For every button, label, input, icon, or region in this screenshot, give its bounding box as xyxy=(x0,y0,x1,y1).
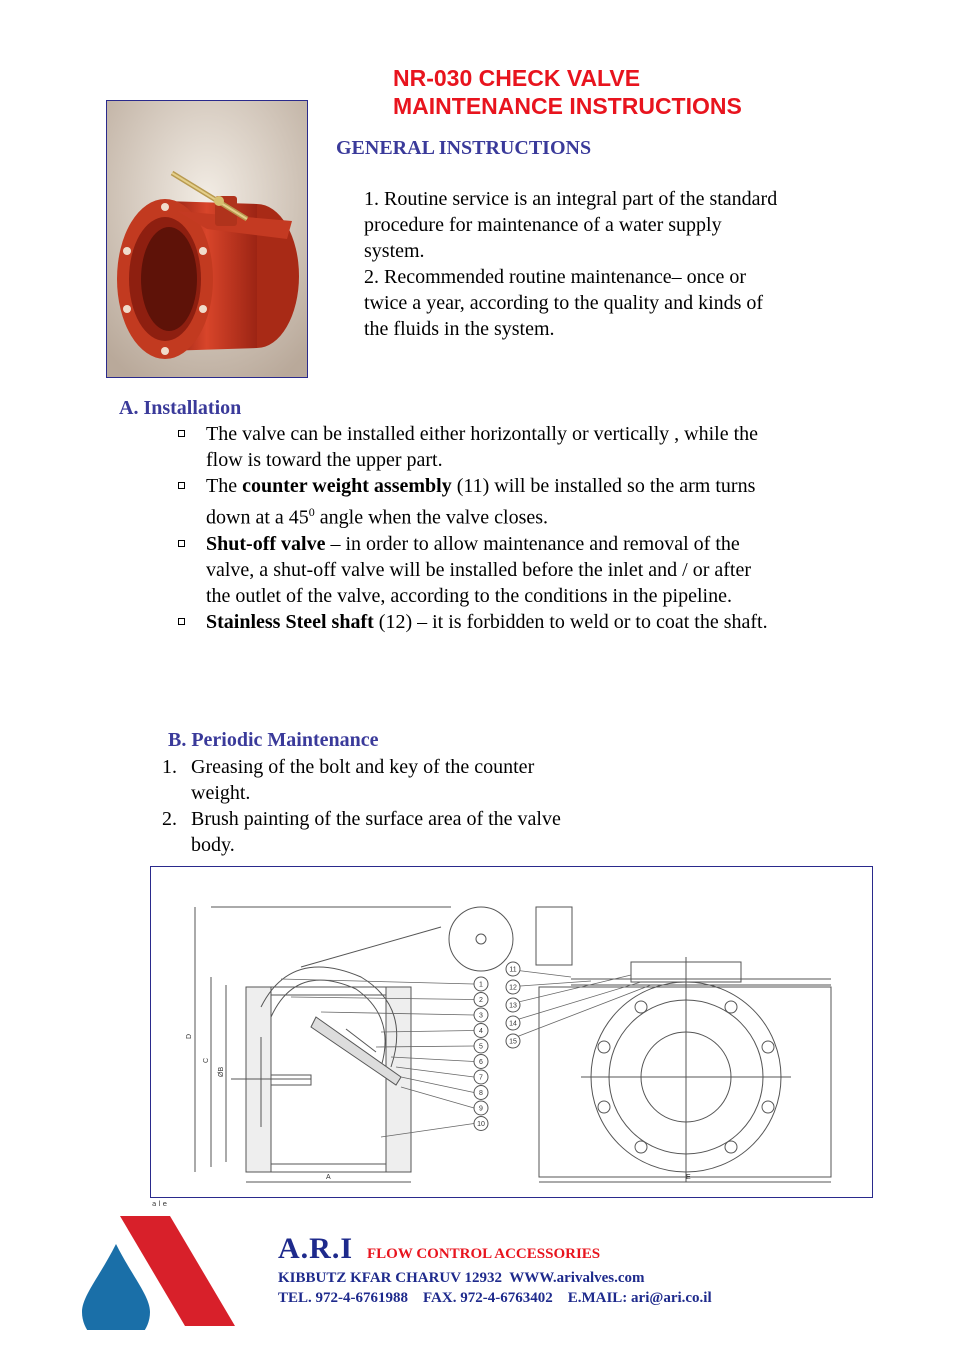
document-title xyxy=(393,64,742,120)
list-item: 2. Brush painting of the surface area of the valve body. xyxy=(162,808,561,856)
title-line-1: NR-030 CHECK VALVE xyxy=(393,65,641,91)
callout-number: 1 xyxy=(479,981,483,989)
checkbox-bullet-icon xyxy=(178,430,185,437)
callout-number: 13 xyxy=(509,1002,517,1010)
brand-name: A.R.I xyxy=(278,1232,354,1265)
brand-tagline: FLOW CONTROL ACCESSORIES xyxy=(367,1246,601,1262)
callout-number: 15 xyxy=(509,1038,517,1046)
dim-label-b: ØB xyxy=(218,1066,225,1077)
list-item: 1. Greasing of the bolt and key of the counter weight. xyxy=(162,756,535,804)
list-item: The counter weight assembly (11) will be installed so the arm turns down at a $45^0$ angle when the valve closes. xyxy=(176,473,776,531)
callout-leader-line xyxy=(291,997,474,1000)
valve-photo xyxy=(106,100,308,378)
checkbox-bullet-icon xyxy=(178,540,185,547)
list-item: Shut-off valve – in order to allow maintenance and removal of the valve, a shut-off valve will be installed before the inlet and / or after the outlet of the valve, according to the conditions in the pipeline. xyxy=(176,531,776,609)
general-paragraph-1: 1. Routine service is an integral part of the standard procedure for maintenance of a water supply system. xyxy=(364,188,778,262)
title-line-2: MAINTENANCE INSTRUCTIONS xyxy=(393,93,742,119)
callout-leader-line xyxy=(506,985,651,1041)
callout-number: 2 xyxy=(479,997,483,1004)
checkbox-bullet-icon xyxy=(178,618,185,625)
callout-group-left xyxy=(281,977,488,1137)
callout-leader-line xyxy=(506,982,641,1023)
callout-number: 9 xyxy=(479,1105,483,1113)
checkbox-bullet-icon xyxy=(178,482,185,489)
maintenance-list xyxy=(162,754,562,858)
installation-heading: A. Installation xyxy=(119,397,242,419)
callout-number: 3 xyxy=(479,1012,483,1020)
callout-group-right xyxy=(506,962,651,1048)
dim-label-e: E xyxy=(686,1174,691,1181)
callout-leader-line xyxy=(506,975,631,1005)
callout-number: 8 xyxy=(479,1090,483,1097)
check-valve-illustration xyxy=(107,101,307,377)
callout-number: 4 xyxy=(479,1028,483,1035)
company-contact: TEL. 972-4-6761988 FAX. 972-4-6763402 E.MAIL: ari@ari.co.il xyxy=(278,1290,712,1306)
dim-label-c: C xyxy=(203,1057,210,1063)
valve-cross-section-drawing xyxy=(151,867,872,1197)
ari-logo xyxy=(80,1216,240,1330)
dim-label-d: D xyxy=(186,1033,193,1039)
drawing-corner-mark: a l e xyxy=(152,1200,167,1208)
callout-number: 12 xyxy=(509,984,517,992)
installation-list xyxy=(176,421,776,635)
general-instructions-text xyxy=(364,186,784,342)
maintenance-heading: B. Periodic Maintenance xyxy=(168,729,379,751)
general-paragraph-2: 2. Recommended routine maintenance– once or twice a year, according to the quality and kinds of the fluids in the system. xyxy=(364,266,764,340)
technical-drawing xyxy=(150,866,873,1198)
list-item: Stainless Steel shaft (12) – it is forbidden to weld or to coat the shaft. xyxy=(176,609,776,635)
callout-number: 7 xyxy=(479,1074,483,1082)
general-instructions-heading: GENERAL INSTRUCTIONS xyxy=(336,137,592,159)
dim-label-a: A xyxy=(326,1174,331,1181)
company-name xyxy=(278,1232,600,1266)
callout-number: 5 xyxy=(479,1043,483,1051)
callout-number: 6 xyxy=(479,1059,483,1066)
callout-number: 14 xyxy=(509,1020,517,1028)
list-item: The valve can be installed either horizontally or vertically , while the flow is toward the upper part. xyxy=(176,421,776,473)
callout-number: 10 xyxy=(477,1121,485,1128)
company-address: KIBBUTZ KFAR CHARUV 12932 WWW.arivalves.com xyxy=(278,1270,645,1286)
callout-number: 11 xyxy=(509,966,517,974)
